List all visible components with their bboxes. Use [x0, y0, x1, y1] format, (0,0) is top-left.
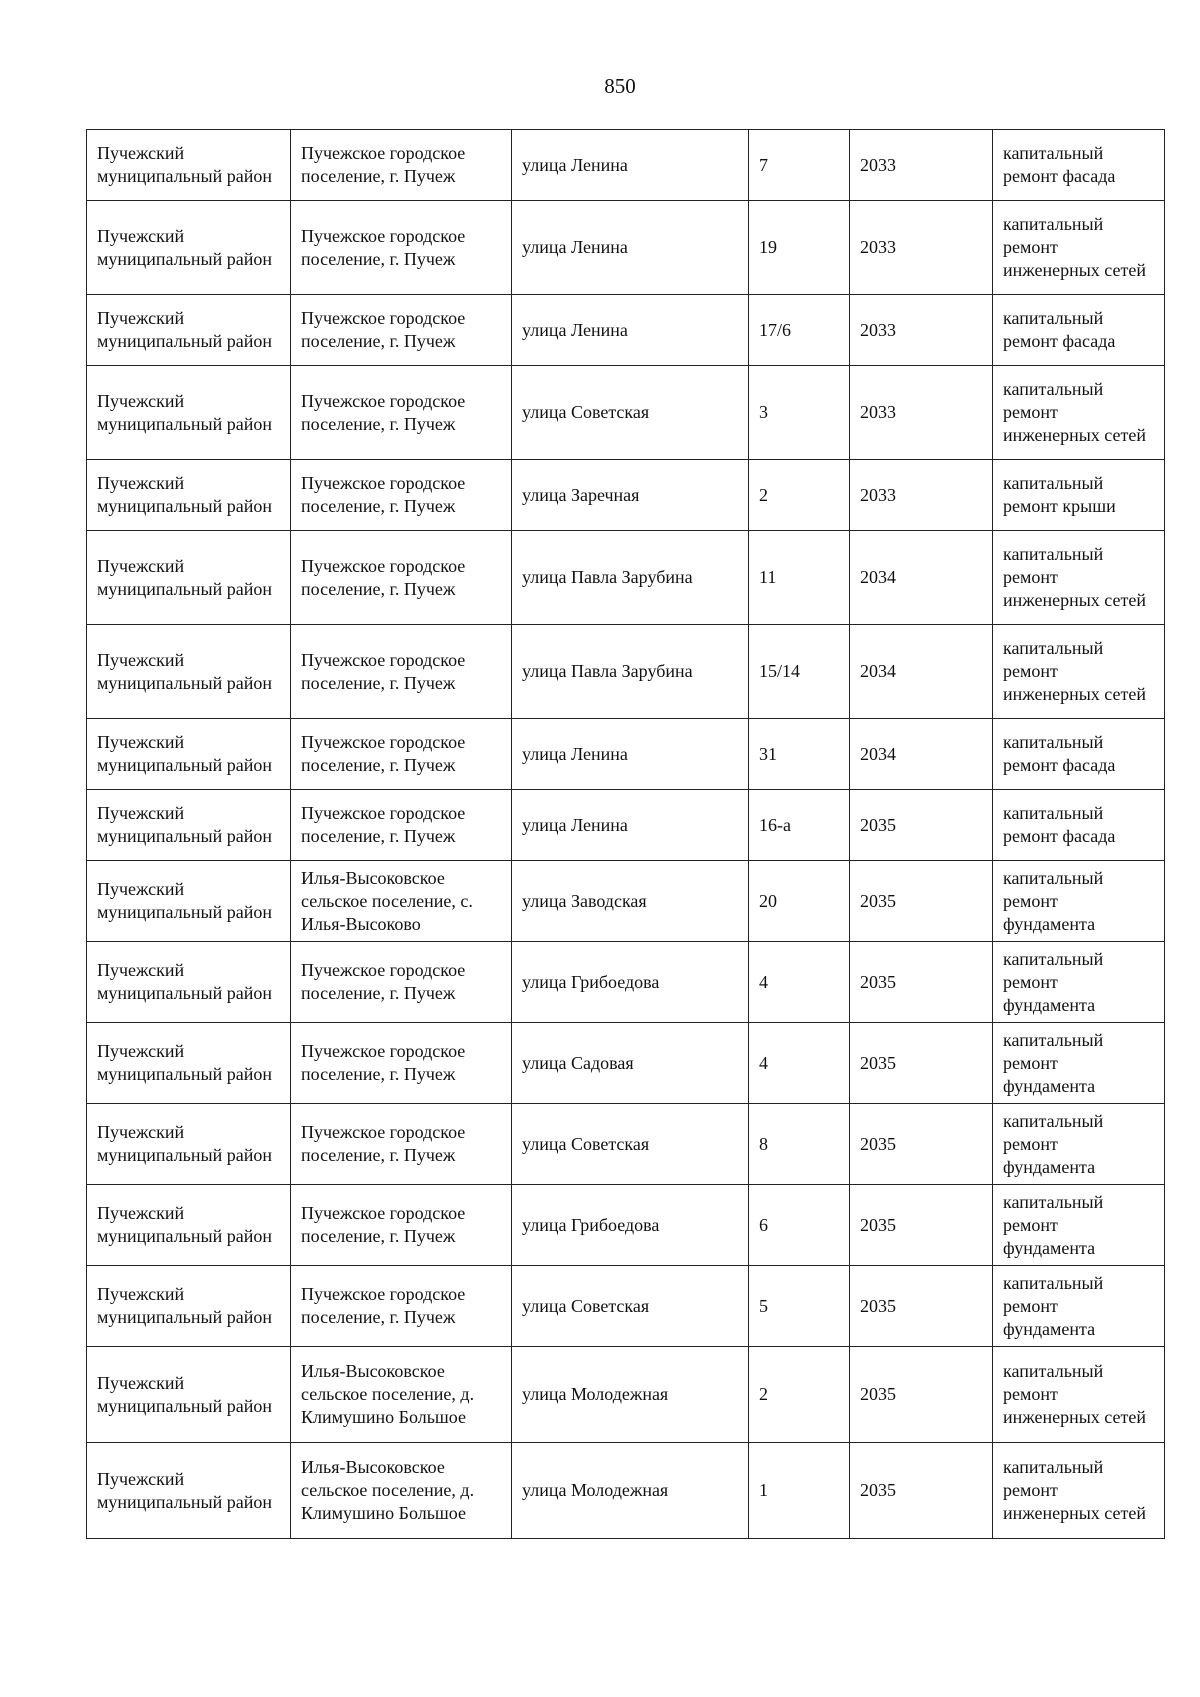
year-cell: 2033 — [850, 130, 993, 201]
house-number-cell: 20 — [749, 861, 850, 942]
work-type-cell: капитальный ремонт крыши — [993, 460, 1165, 531]
year-cell: 2035 — [850, 790, 993, 861]
house-number-cell: 17/6 — [749, 295, 850, 366]
settlement-cell: Пучежское городское поселение, г. Пучеж — [291, 460, 512, 531]
year-cell: 2033 — [850, 366, 993, 460]
house-number-cell: 2 — [749, 1347, 850, 1443]
house-number-cell: 6 — [749, 1185, 850, 1266]
table-row — [87, 1023, 1165, 1104]
work-type-cell: капитальный ремонт фундамента — [993, 942, 1165, 1023]
year-cell: 2033 — [850, 295, 993, 366]
house-number-cell: 5 — [749, 1266, 850, 1347]
settlement-cell: Пучежское городское поселение, г. Пучеж — [291, 1104, 512, 1185]
work-type-cell: капитальный ремонт инженерных сетей — [993, 1347, 1165, 1443]
work-type-cell: капитальный ремонт фундамента — [993, 1023, 1165, 1104]
work-type-cell: капитальный ремонт инженерных сетей — [993, 201, 1165, 295]
table-row — [87, 1185, 1165, 1266]
page-number: 850 — [604, 74, 636, 98]
street-cell: улица Грибоедова — [512, 942, 749, 1023]
work-type-cell: капитальный ремонт инженерных сетей — [993, 1443, 1165, 1539]
work-type-cell: капитальный ремонт фасада — [993, 130, 1165, 201]
year-cell: 2034 — [850, 531, 993, 625]
work-type-cell: капитальный ремонт фундамента — [993, 1104, 1165, 1185]
house-number-cell: 15/14 — [749, 625, 850, 719]
repair-schedule-table — [86, 129, 1165, 1539]
street-cell: улица Советская — [512, 1266, 749, 1347]
work-type-cell: капитальный ремонт фундамента — [993, 1266, 1165, 1347]
settlement-cell: Пучежское городское поселение, г. Пучеж — [291, 625, 512, 719]
house-number-cell: 19 — [749, 201, 850, 295]
house-number-cell: 4 — [749, 942, 850, 1023]
work-type-cell: капитальный ремонт фундамента — [993, 1185, 1165, 1266]
district-cell: Пучежский муниципальный район — [87, 460, 291, 531]
year-cell: 2033 — [850, 201, 993, 295]
street-cell: улица Павла Зарубина — [512, 625, 749, 719]
house-number-cell: 31 — [749, 719, 850, 790]
table-body — [87, 130, 1165, 1539]
district-cell: Пучежский муниципальный район — [87, 625, 291, 719]
year-cell: 2034 — [850, 625, 993, 719]
street-cell: улица Молодежная — [512, 1347, 749, 1443]
district-cell: Пучежский муниципальный район — [87, 1443, 291, 1539]
settlement-cell: Пучежское городское поселение, г. Пучеж — [291, 201, 512, 295]
work-type-cell: капитальный ремонт фасада — [993, 790, 1165, 861]
settlement-cell: Пучежское городское поселение, г. Пучеж — [291, 531, 512, 625]
table-row — [87, 719, 1165, 790]
settlement-cell: Илья-Высоковское сельское поселение, д. Климушино Большое — [291, 1443, 512, 1539]
table-row — [87, 460, 1165, 531]
house-number-cell: 1 — [749, 1443, 850, 1539]
house-number-cell: 2 — [749, 460, 850, 531]
year-cell: 2035 — [850, 1104, 993, 1185]
district-cell: Пучежский муниципальный район — [87, 1104, 291, 1185]
house-number-cell: 8 — [749, 1104, 850, 1185]
work-type-cell: капитальный ремонт фундамента — [993, 861, 1165, 942]
year-cell: 2035 — [850, 942, 993, 1023]
settlement-cell: Пучежское городское поселение, г. Пучеж — [291, 1266, 512, 1347]
year-cell: 2033 — [850, 460, 993, 531]
district-cell: Пучежский муниципальный район — [87, 1347, 291, 1443]
house-number-cell: 11 — [749, 531, 850, 625]
settlement-cell: Пучежское городское поселение, г. Пучеж — [291, 295, 512, 366]
table-row — [87, 1443, 1165, 1539]
street-cell: улица Заречная — [512, 460, 749, 531]
house-number-cell: 3 — [749, 366, 850, 460]
table-row — [87, 1104, 1165, 1185]
district-cell: Пучежский муниципальный район — [87, 130, 291, 201]
district-cell: Пучежский муниципальный район — [87, 366, 291, 460]
street-cell: улица Грибоедова — [512, 1185, 749, 1266]
district-cell: Пучежский муниципальный район — [87, 861, 291, 942]
work-type-cell: капитальный ремонт инженерных сетей — [993, 531, 1165, 625]
table-row — [87, 861, 1165, 942]
district-cell: Пучежский муниципальный район — [87, 1185, 291, 1266]
table-row — [87, 942, 1165, 1023]
street-cell: улица Советская — [512, 366, 749, 460]
district-cell: Пучежский муниципальный район — [87, 1266, 291, 1347]
settlement-cell: Пучежское городское поселение, г. Пучеж — [291, 942, 512, 1023]
settlement-cell: Илья-Высоковское сельское поселение, с. Илья-Высоково — [291, 861, 512, 942]
street-cell: улица Ленина — [512, 295, 749, 366]
year-cell: 2035 — [850, 861, 993, 942]
table-row — [87, 531, 1165, 625]
year-cell: 2034 — [850, 719, 993, 790]
work-type-cell: капитальный ремонт фасада — [993, 295, 1165, 366]
street-cell: улица Ленина — [512, 130, 749, 201]
street-cell: улица Молодежная — [512, 1443, 749, 1539]
street-cell: улица Садовая — [512, 1023, 749, 1104]
settlement-cell: Пучежское городское поселение, г. Пучеж — [291, 366, 512, 460]
street-cell: улица Ленина — [512, 790, 749, 861]
street-cell: улица Ленина — [512, 719, 749, 790]
settlement-cell: Пучежское городское поселение, г. Пучеж — [291, 130, 512, 201]
house-number-cell: 4 — [749, 1023, 850, 1104]
table-row — [87, 1266, 1165, 1347]
district-cell: Пучежский муниципальный район — [87, 531, 291, 625]
table-row — [87, 295, 1165, 366]
table-row — [87, 130, 1165, 201]
settlement-cell: Пучежское городское поселение, г. Пучеж — [291, 790, 512, 861]
settlement-cell: Пучежское городское поселение, г. Пучеж — [291, 719, 512, 790]
year-cell: 2035 — [850, 1023, 993, 1104]
district-cell: Пучежский муниципальный район — [87, 942, 291, 1023]
settlement-cell: Пучежское городское поселение, г. Пучеж — [291, 1185, 512, 1266]
year-cell: 2035 — [850, 1266, 993, 1347]
district-cell: Пучежский муниципальный район — [87, 295, 291, 366]
district-cell: Пучежский муниципальный район — [87, 719, 291, 790]
table-row — [87, 366, 1165, 460]
work-type-cell: капитальный ремонт инженерных сетей — [993, 366, 1165, 460]
street-cell: улица Павла Зарубина — [512, 531, 749, 625]
table-row — [87, 1347, 1165, 1443]
table-row — [87, 201, 1165, 295]
street-cell: улица Советская — [512, 1104, 749, 1185]
table-row — [87, 790, 1165, 861]
settlement-cell: Пучежское городское поселение, г. Пучеж — [291, 1023, 512, 1104]
year-cell: 2035 — [850, 1443, 993, 1539]
house-number-cell: 16-а — [749, 790, 850, 861]
district-cell: Пучежский муниципальный район — [87, 201, 291, 295]
street-cell: улица Ленина — [512, 201, 749, 295]
street-cell: улица Заводская — [512, 861, 749, 942]
district-cell: Пучежский муниципальный район — [87, 790, 291, 861]
work-type-cell: капитальный ремонт фасада — [993, 719, 1165, 790]
year-cell: 2035 — [850, 1347, 993, 1443]
settlement-cell: Илья-Высоковское сельское поселение, д. Климушино Большое — [291, 1347, 512, 1443]
district-cell: Пучежский муниципальный район — [87, 1023, 291, 1104]
house-number-cell: 7 — [749, 130, 850, 201]
year-cell: 2035 — [850, 1185, 993, 1266]
work-type-cell: капитальный ремонт инженерных сетей — [993, 625, 1165, 719]
table-row — [87, 625, 1165, 719]
